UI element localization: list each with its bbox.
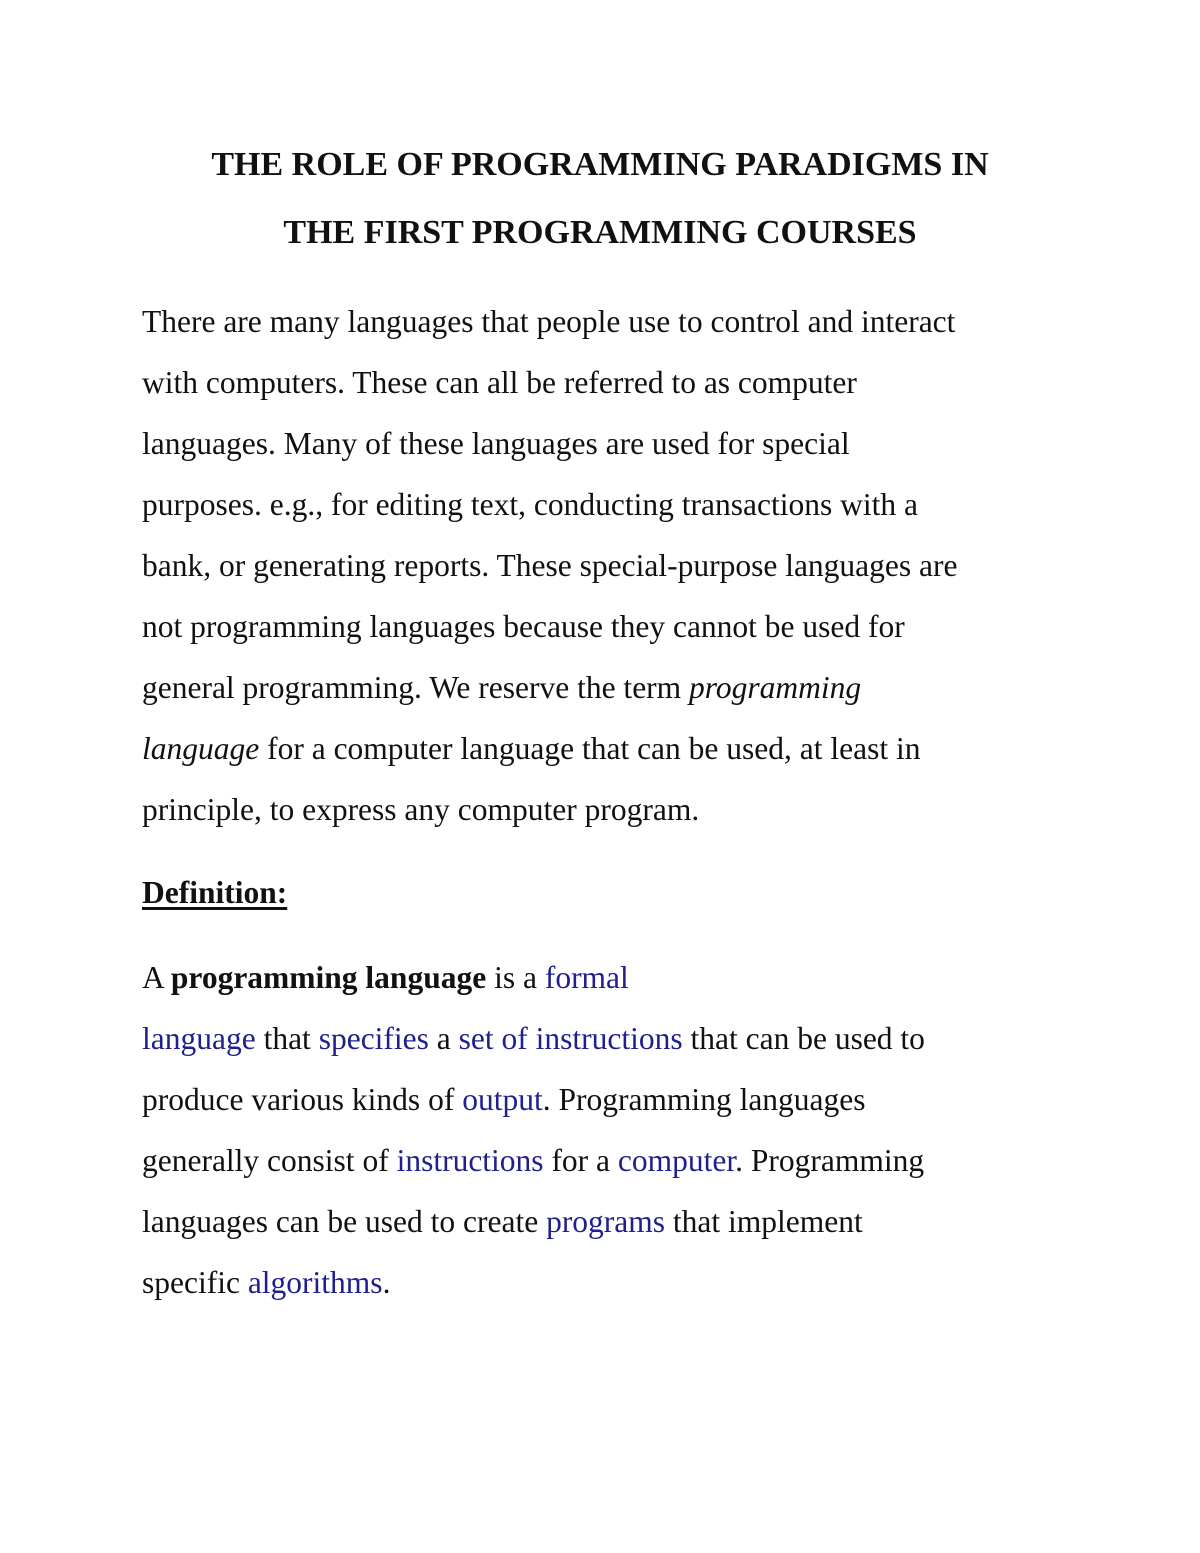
definition-text: . [382,1265,391,1300]
definition-line-4 [142,1141,924,1181]
intro-line-5: bank, or generating reports. These special-purpose languages are [142,548,958,583]
definition-line-5 [142,1202,863,1242]
intro-text: general programming. We reserve the term [142,670,690,705]
link-algorithms[interactable]: algorithms [247,1265,383,1300]
definition-line-2 [142,1019,925,1059]
definition-text: languages can be used to create [142,1204,547,1239]
definition-text: specific [142,1265,248,1300]
intro-line-1: There are many languages that people use to control and interact [142,304,956,339]
definition-text: . Programming [735,1143,925,1178]
definition-line-1 [142,958,629,998]
intro-line-8 [142,729,920,769]
intro-line-6: not programming languages because they cannot be used for [142,609,905,644]
definition-text: is a [486,960,545,995]
definition-text: . Programming languages [542,1082,866,1117]
link-language[interactable]: language [142,1021,256,1056]
intro-line-4: purposes. e.g., for editing text, conducting transactions with a [142,487,918,522]
intro-line-2: with computers. These can all be referred to as computer [142,365,857,400]
title-line-2: THE FIRST PROGRAMMING COURSES [283,214,917,251]
link-computer[interactable]: computer [617,1143,736,1178]
intro-text: for a computer language that can be used, at least in [259,731,921,766]
link-instructions[interactable]: instructions [396,1143,544,1178]
intro-line-9: principle, to express any computer program. [142,792,700,827]
link-set-of-instructions[interactable]: set of instructions [458,1021,683,1056]
definition-text: for a [543,1143,618,1178]
intro-line-3: languages. Many of these languages are used for special [142,426,850,461]
link-output[interactable]: output [462,1082,543,1117]
link-specifies[interactable]: specifies [318,1021,429,1056]
definition-text: that implement [665,1204,863,1239]
definition-text: a [428,1021,459,1056]
link-formal[interactable]: formal [544,960,629,995]
definition-line-6 [142,1263,390,1303]
definition-text: produce various kinds of [142,1082,463,1117]
emphasis-term: language [142,731,260,766]
definition-text: that [255,1021,319,1056]
definition-text: A [142,960,171,995]
definition-term: programming language [170,960,487,995]
title-line-1: THE ROLE OF PROGRAMMING PARADIGMS IN [211,146,989,183]
definition-line-3 [142,1080,866,1120]
definition-heading: Definition: [142,875,288,910]
intro-line-7 [142,668,861,708]
definition-text: that can be used to [682,1021,925,1056]
link-programs[interactable]: programs [546,1204,666,1239]
emphasis-term: programming [689,670,862,705]
definition-text: generally consist of [142,1143,397,1178]
